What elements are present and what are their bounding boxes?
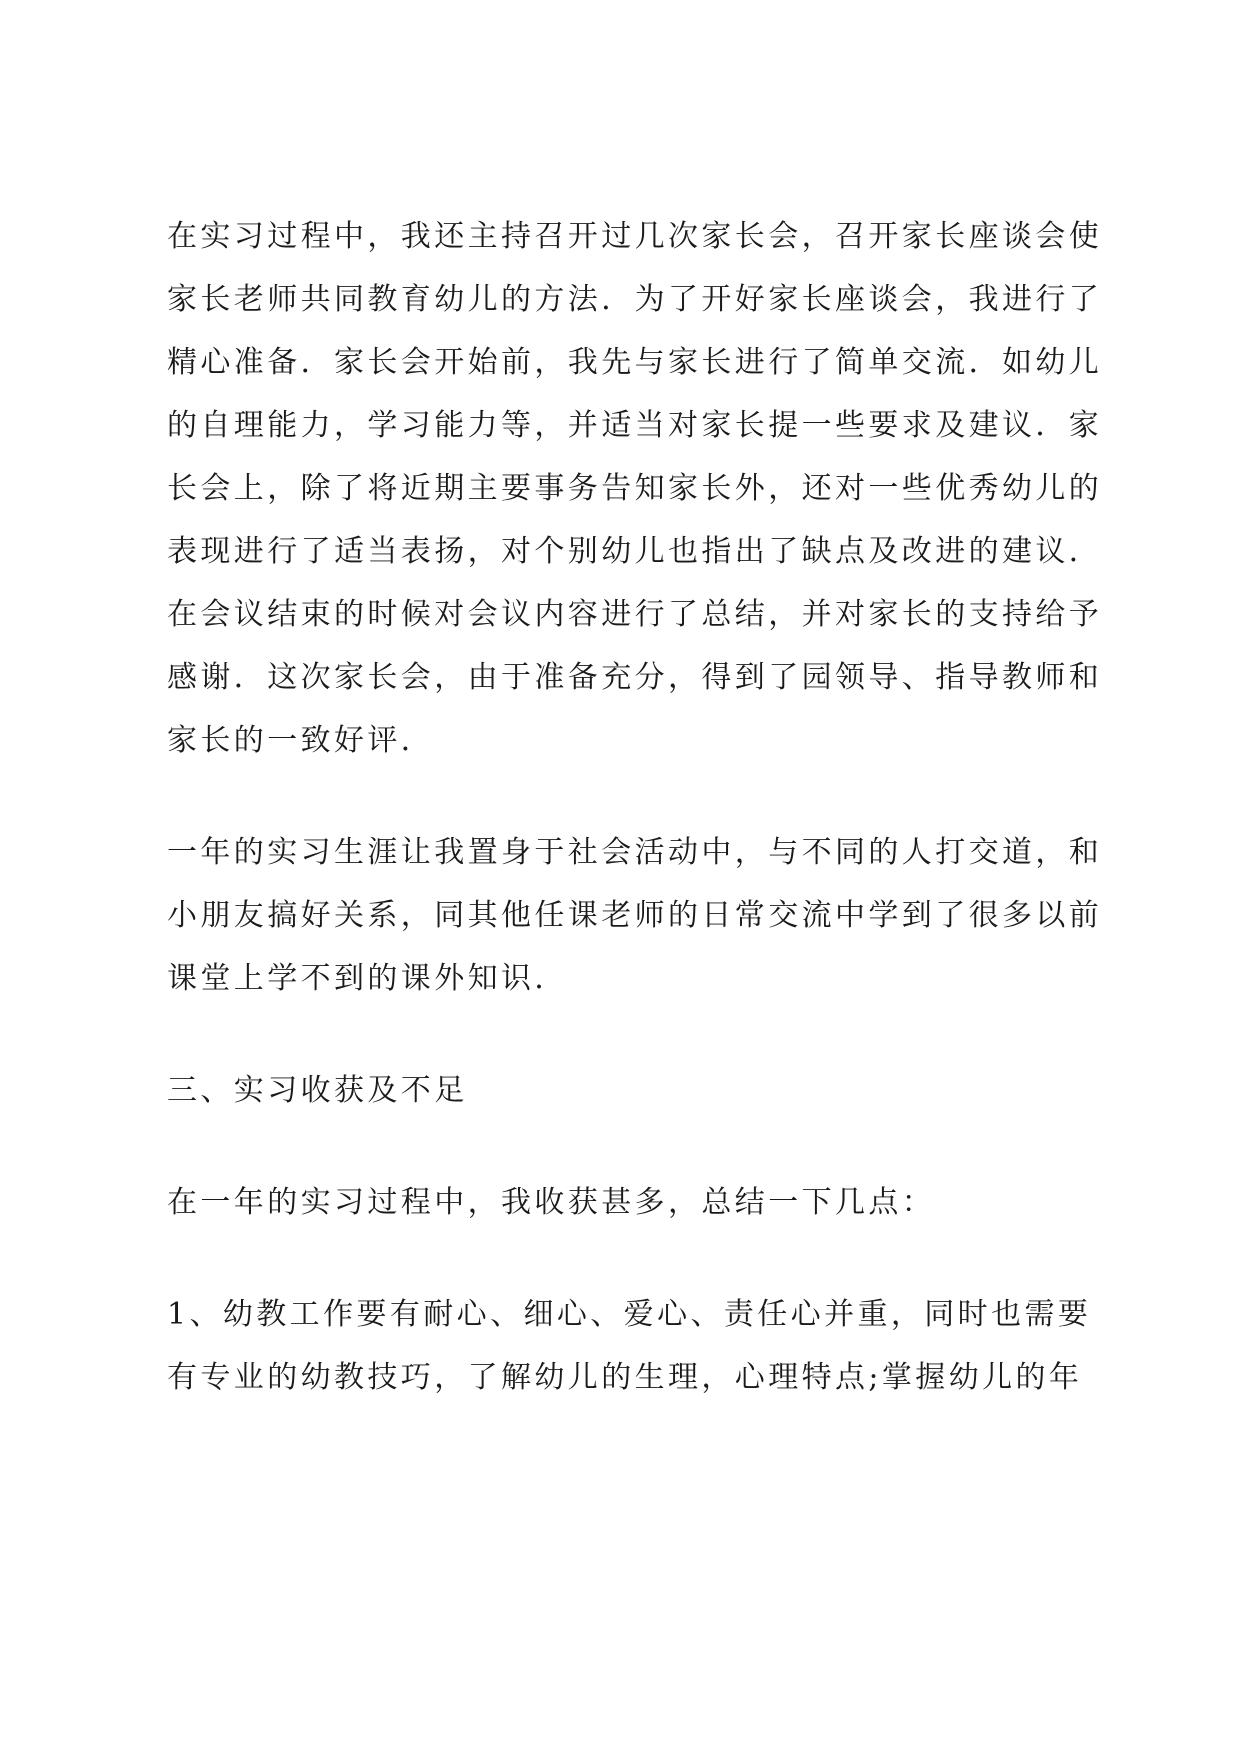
text-line: 在实习过程中，我还主持召开过几次家长会，召开家长座谈会使 [167, 219, 1103, 254]
text-line: 感谢．这次家长会，由于准备充分，得到了园领导、指导教师和 [167, 660, 1103, 695]
text-line: 的自理能力，学习能力等，并适当对家长提一些要求及建议．家 [167, 408, 1103, 443]
text-line: 家长的一致好评． [167, 723, 435, 758]
text-line: 精心准备．家长会开始前，我先与家长进行了简单交流．如幼儿 [167, 345, 1103, 380]
text-line: 有专业的幼教技巧，了解幼儿的生理，心理特点;掌握幼儿的年 [167, 1360, 1083, 1395]
text-line: 1、幼教工作要有耐心、细心、爱心、责任心并重，同时也需要 [167, 1297, 1092, 1332]
text-line: 小朋友搞好关系，同其他任课老师的日常交流中学到了很多以前 [167, 898, 1103, 933]
section-heading [167, 1073, 1087, 1108]
text-line: 一年的实习生涯让我置身于社会活动中，与不同的人打交道，和 [167, 835, 1103, 870]
paragraph-parent-meeting [167, 219, 1103, 758]
list-item-point-1 [167, 1297, 1092, 1395]
text-line: 课堂上学不到的课外知识． [167, 961, 568, 996]
paragraph-summary-intro [167, 1185, 1087, 1220]
text-line: 在一年的实习过程中，我收获甚多，总结一下几点： [167, 1185, 936, 1220]
text-line: 家长老师共同教育幼儿的方法．为了开好家长座谈会，我进行了 [167, 282, 1103, 317]
text-line: 表现进行了适当表扬，对个别幼儿也指出了缺点及改进的建议． [167, 534, 1103, 569]
paragraph-internship-life [167, 835, 1103, 996]
document-body [167, 219, 1103, 1395]
heading-text: 三、实习收获及不足 [167, 1073, 468, 1108]
text-line: 长会上，除了将近期主要事务告知家长外，还对一些优秀幼儿的 [167, 471, 1103, 506]
text-line: 在会议结束的时候对会议内容进行了总结，并对家长的支持给予 [167, 597, 1103, 632]
